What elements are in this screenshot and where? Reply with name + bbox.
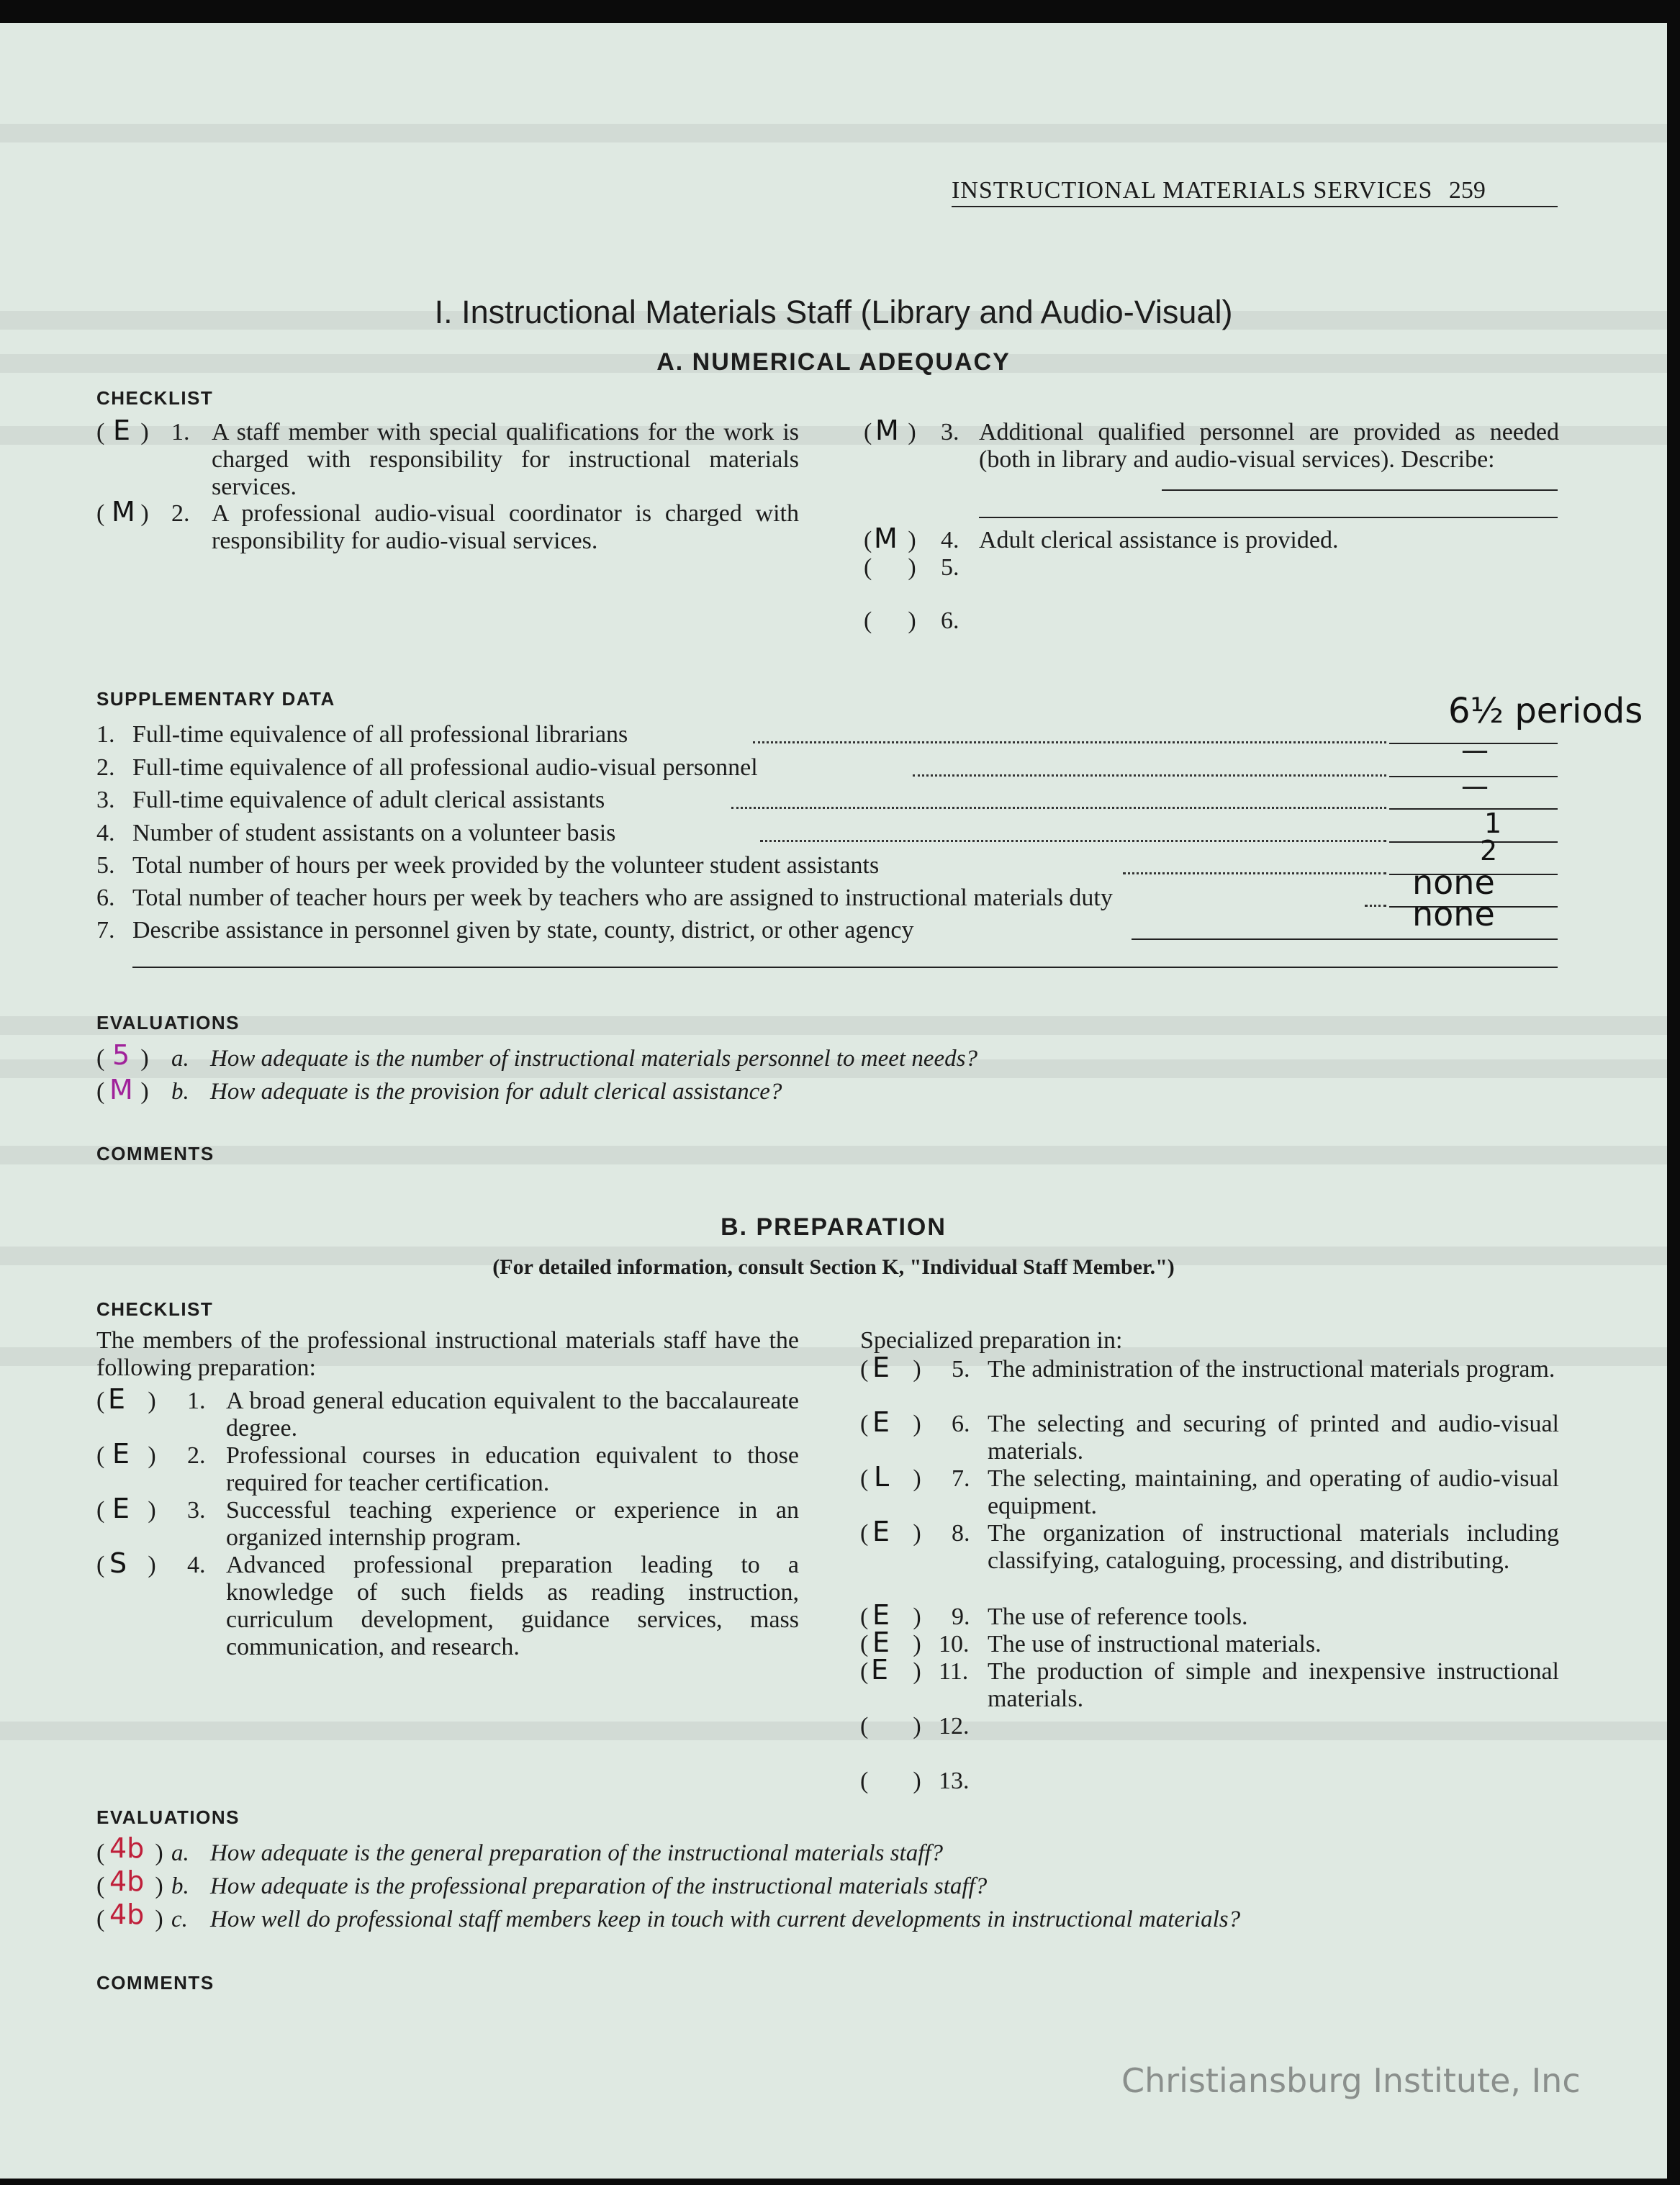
item-number: 11. [939, 1658, 969, 1685]
describe-line [979, 517, 1558, 518]
row-text: Full-time equivalence of adult clerical assistants [132, 787, 605, 813]
row-text: Full-time equivalence of all professional librarians [132, 721, 628, 748]
checklist-intro: The members of the professional instructional materials staff have the following preparation: [96, 1327, 799, 1381]
row-text: Total number of hours per week provided by the volunteer student assistants [132, 852, 880, 879]
supplementary-label: SUPPLEMENTARY DATA [96, 688, 335, 710]
handwritten-mark: 4b [109, 1865, 145, 1897]
evaluation-text: How adequate is the provision for adult clerical assistance? [210, 1079, 782, 1105]
item-text: The organization of instructional materials including classifying, cataloguing, processing, and distributing. [988, 1520, 1559, 1574]
row-text: Full-time equivalence of all professional audio-visual personnel [132, 754, 758, 781]
handwritten-mark: E [872, 1516, 890, 1547]
row-number: 4. [96, 820, 115, 846]
item-text: The selecting, maintaining, and operating of audio-visual equipment. [988, 1465, 1559, 1519]
handwritten-mark: M [109, 1074, 133, 1105]
handwritten-answer: none [1412, 863, 1495, 902]
handwritten-answer: none [1412, 895, 1495, 933]
handwritten-mark: M [112, 496, 135, 528]
handwritten-mark: M [874, 522, 898, 554]
handwritten-mark: S [109, 1547, 127, 1579]
handwritten-mark: E [871, 1654, 889, 1686]
item-number: 3. [187, 1497, 206, 1524]
item-text: The use of instructional materials. [988, 1631, 1322, 1657]
item-text: The use of reference tools. [988, 1603, 1248, 1630]
page-title: I. Instructional Materials Staff (Library and Audio-Visual) [434, 294, 1233, 330]
item-text: A professional audio-visual coordinator is charged with responsibility for audio-visual services. [212, 500, 799, 554]
handwritten-mark: E [112, 1438, 130, 1470]
evaluation-text: How adequate is the general preparation of the instructional materials staff? [210, 1840, 944, 1866]
item-number: 6. [952, 1411, 970, 1437]
running-header [952, 177, 1558, 204]
item-number: 3. [941, 419, 959, 445]
evaluation-text: How adequate is the number of instructional materials personnel to meet needs? [210, 1046, 977, 1072]
handwritten-mark: E [872, 1406, 890, 1438]
item-text: Advanced professional preparation leading to a knowledge of such fields as reading instruction, curriculum development, guidance services, mass communication, and research. [226, 1552, 799, 1660]
row-number: 1. [96, 721, 115, 748]
row-number: 2. [96, 754, 115, 781]
page-number: 259 [1448, 177, 1486, 204]
item-number: 4. [187, 1552, 206, 1578]
item-number: 13. [939, 1768, 970, 1794]
item-number: 1. [171, 419, 190, 445]
row-text: Describe assistance in personnel given by state, county, district, or other agency [132, 917, 914, 944]
item-text: A broad general education equivalent to the baccalaureate degree. [226, 1388, 799, 1442]
answer-line [132, 967, 1558, 968]
evaluation-text: How well do professional staff members keep in touch with current developments in instructional materials? [210, 1906, 1241, 1932]
checklist-label: CHECKLIST [96, 1298, 214, 1320]
comments-label: COMMENTS [96, 1143, 214, 1164]
item-number: 1. [187, 1388, 206, 1414]
row-number: 3. [96, 787, 115, 813]
handwritten-answer: 2 [1480, 835, 1498, 867]
handwritten-mark: E [872, 1352, 890, 1383]
row-number: 6. [96, 885, 115, 911]
section-b-note: (For detailed information, consult Section K, "Individual Staff Member.") [492, 1255, 1175, 1279]
evaluation-letter: a. [171, 1046, 189, 1072]
evaluations-label: EVALUATIONS [96, 1806, 240, 1828]
handwritten-mark: 4b [109, 1832, 145, 1864]
item-number: 2. [187, 1442, 206, 1469]
handwritten-mark: E [872, 1599, 890, 1631]
row-text: Number of student assistants on a volunteer basis [132, 820, 616, 846]
item-text: The administration of the instructional materials program. [988, 1356, 1555, 1383]
handwritten-answer: — [1461, 734, 1489, 766]
item-number: 4. [941, 527, 959, 553]
item-text: The selecting and securing of printed and audio-visual materials. [988, 1411, 1559, 1465]
checklist-label: CHECKLIST [96, 387, 214, 409]
section-a-heading: A. NUMERICAL ADEQUACY [656, 348, 1011, 376]
running-title: INSTRUCTIONAL MATERIALS SERVICES [952, 177, 1433, 204]
item-text: A staff member with special qualifications for the work is charged with responsibility for instructional materials services. [212, 419, 799, 500]
evaluation-letter: a. [171, 1840, 189, 1866]
item-text: Successful teaching experience or experience in an organized internship program. [226, 1497, 799, 1551]
evaluation-letter: b. [171, 1079, 189, 1105]
evaluation-letter: c. [171, 1906, 188, 1932]
item-number: 6. [941, 607, 959, 634]
handwritten-mark: E [108, 1383, 126, 1415]
item-number: 7. [952, 1465, 970, 1492]
item-number: 8. [952, 1520, 970, 1547]
comments-label: COMMENTS [96, 1972, 214, 1994]
evaluations-label: EVALUATIONS [96, 1012, 240, 1033]
handwritten-mark: M [875, 415, 899, 446]
specialized-intro: Specialized preparation in: [860, 1327, 1123, 1354]
row-number: 7. [96, 917, 115, 944]
item-text: The production of simple and inexpensive instructional materials. [988, 1658, 1559, 1712]
handwritten-mark: L [874, 1461, 890, 1493]
describe-line [1162, 489, 1558, 491]
item-text: Additional qualified personnel are provided as needed (both in library and audio-visual services). Describe: [979, 419, 1559, 473]
row-text: Total number of teacher hours per week by teachers who are assigned to instructional materials duty [132, 885, 1113, 911]
handwritten-answer: 6½ periods [1448, 691, 1643, 731]
evaluation-text: How adequate is the professional preparation of the instructional materials staff? [210, 1873, 988, 1899]
section-b-heading: B. PREPARATION [721, 1213, 947, 1241]
item-number: 9. [952, 1603, 970, 1630]
item-text: Professional courses in education equivalent to those required for teacher certification. [226, 1442, 799, 1496]
item-number: 5. [952, 1356, 970, 1383]
handwritten-mark: 5 [112, 1039, 130, 1071]
handwritten-answer: 1 [1484, 808, 1502, 839]
row-number: 5. [96, 852, 115, 879]
item-number: 2. [171, 500, 190, 527]
handwritten-mark: E [113, 415, 131, 446]
evaluation-letter: b. [171, 1873, 189, 1899]
header-rule [952, 206, 1558, 207]
handwritten-mark: E [872, 1627, 890, 1658]
handwritten-mark: E [112, 1493, 130, 1524]
handwritten-mark: 4b [109, 1899, 145, 1930]
item-number: 10. [939, 1631, 970, 1657]
watermark: Christiansburg Institute, Inc [1121, 2061, 1581, 2100]
item-number: 12. [939, 1713, 970, 1740]
item-text: Adult clerical assistance is provided. [979, 527, 1339, 553]
item-number: 5. [941, 554, 959, 581]
handwritten-answer: — [1461, 770, 1489, 802]
